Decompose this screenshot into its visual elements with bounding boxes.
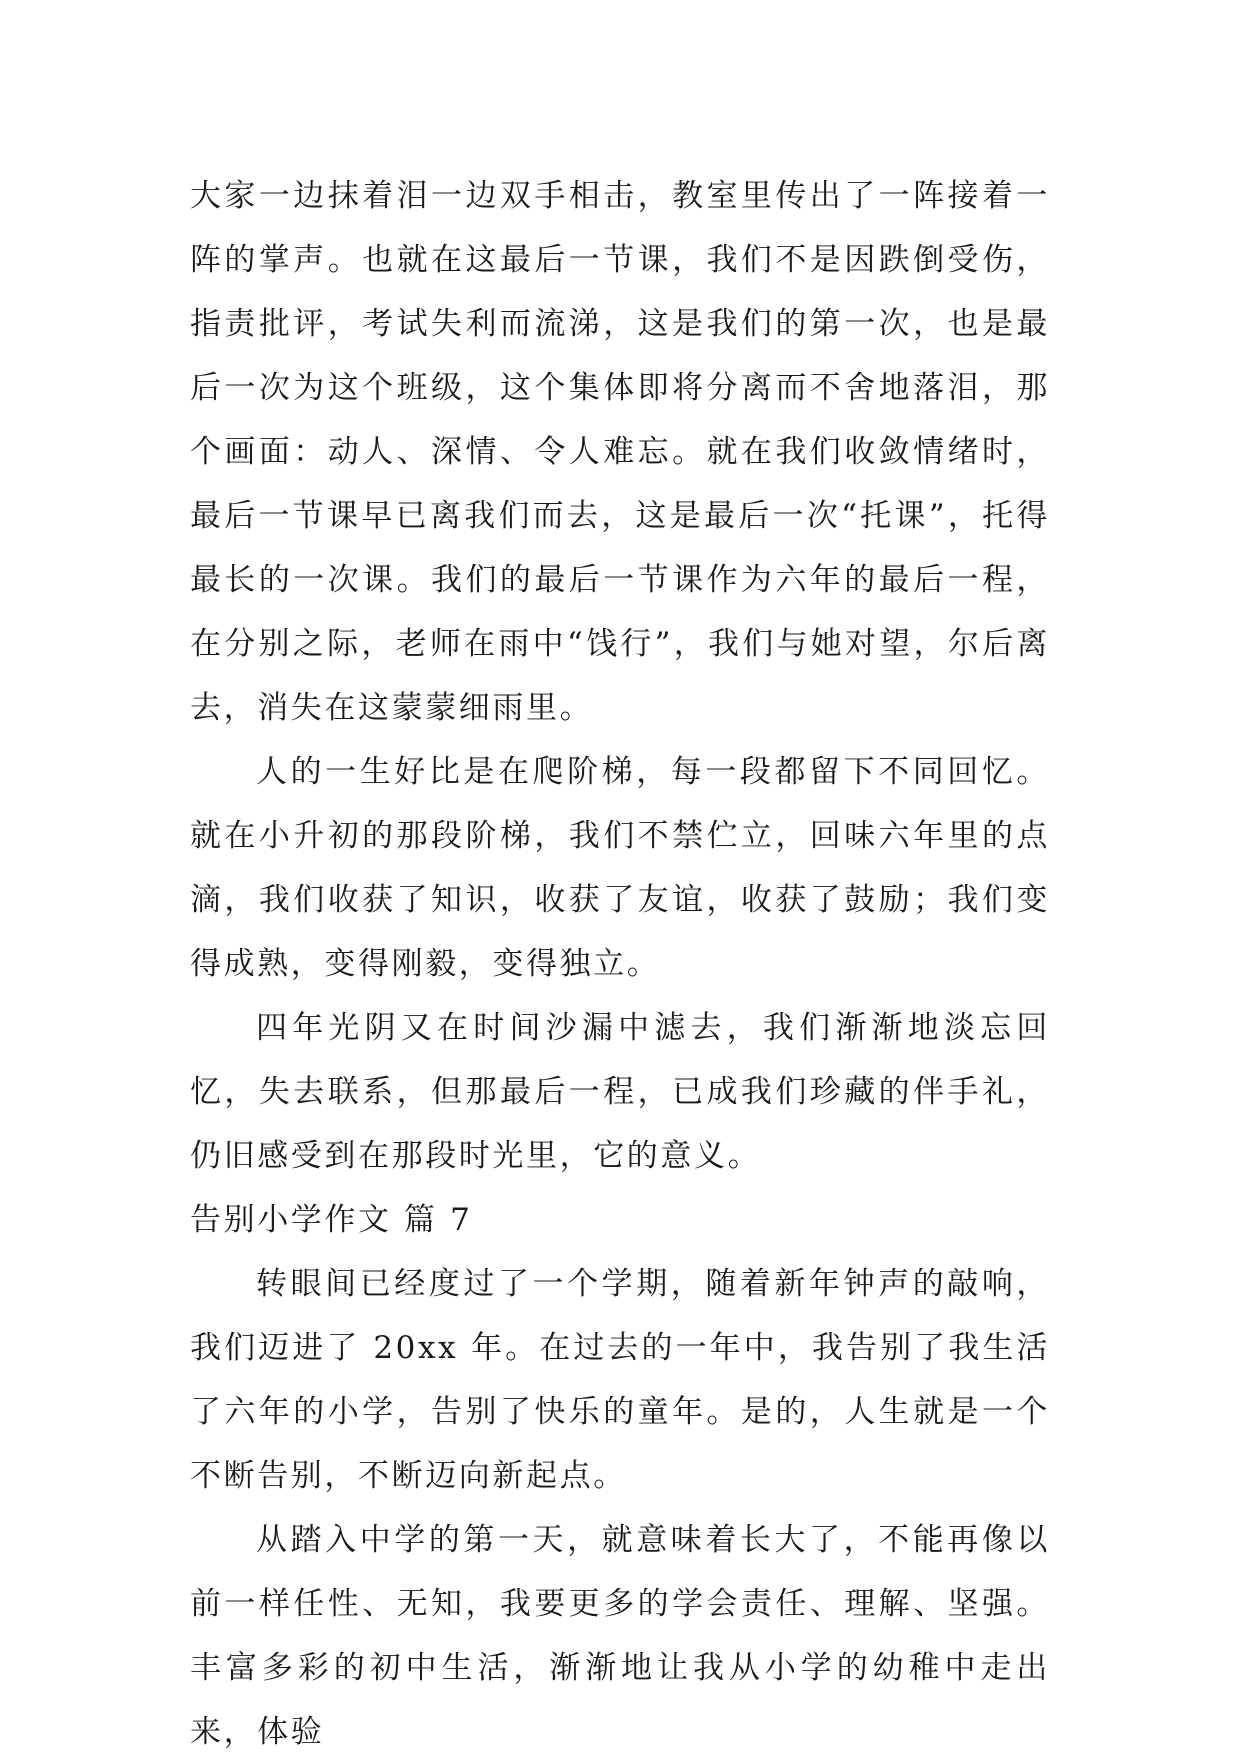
paragraph-4: 转眼间已经度过了一个学期，随着新年钟声的敲响，我们迈进了 20xx 年。在过去的一年中，我告别了我生活了六年的小学，告别了快乐的童年。是的，人生就是一个不断告别，不断迈向新起点。	[190, 1266, 1050, 1494]
document-body	[190, 164, 1050, 1764]
paragraph-3: 四年光阴又在时间沙漏中滤去，我们渐渐地淡忘回忆，失去联系，但那最后一程，已成我们珍藏的伴手礼，仍旧感受到在那段时光里，它的意义。	[190, 1010, 1050, 1174]
paragraph-1: 大家一边抹着泪一边双手相击，教室里传出了一阵接着一阵的掌声。也就在这最后一节课，我们不是因跌倒受伤，指责批评，考试失利而流涕，这是我们的第一次，也是最后一次为这个班级，这个集体即将分离而不舍地落泪，那个画面：动人、深情、令人难忘。就在我们收敛情绪时，最后一节课早已离我们而去，这是最后一次“托课”，托得最长的一次课。我们的最后一节课作为六年的最后一程，在分别之际，老师在雨中“饯行”，我们与她对望，尔后离去，消失在这蒙蒙细雨里。	[190, 178, 1050, 726]
section-heading: 告别小学作文 篇 7	[190, 1202, 473, 1238]
paragraph-5: 从踏入中学的第一天，就意味着长大了，不能再像以前一样任性、无知，我要更多的学会责任、理解、坚强。丰富多彩的初中生活，渐渐地让我从小学的幼稚中走出来，体验	[190, 1522, 1050, 1750]
paragraph-2: 人的一生好比是在爬阶梯，每一段都留下不同回忆。就在小升初的那段阶梯，我们不禁伫立，回味六年里的点滴，我们收获了知识，收获了友谊，收获了鼓励；我们变得成熟，变得刚毅，变得独立。	[190, 754, 1050, 982]
